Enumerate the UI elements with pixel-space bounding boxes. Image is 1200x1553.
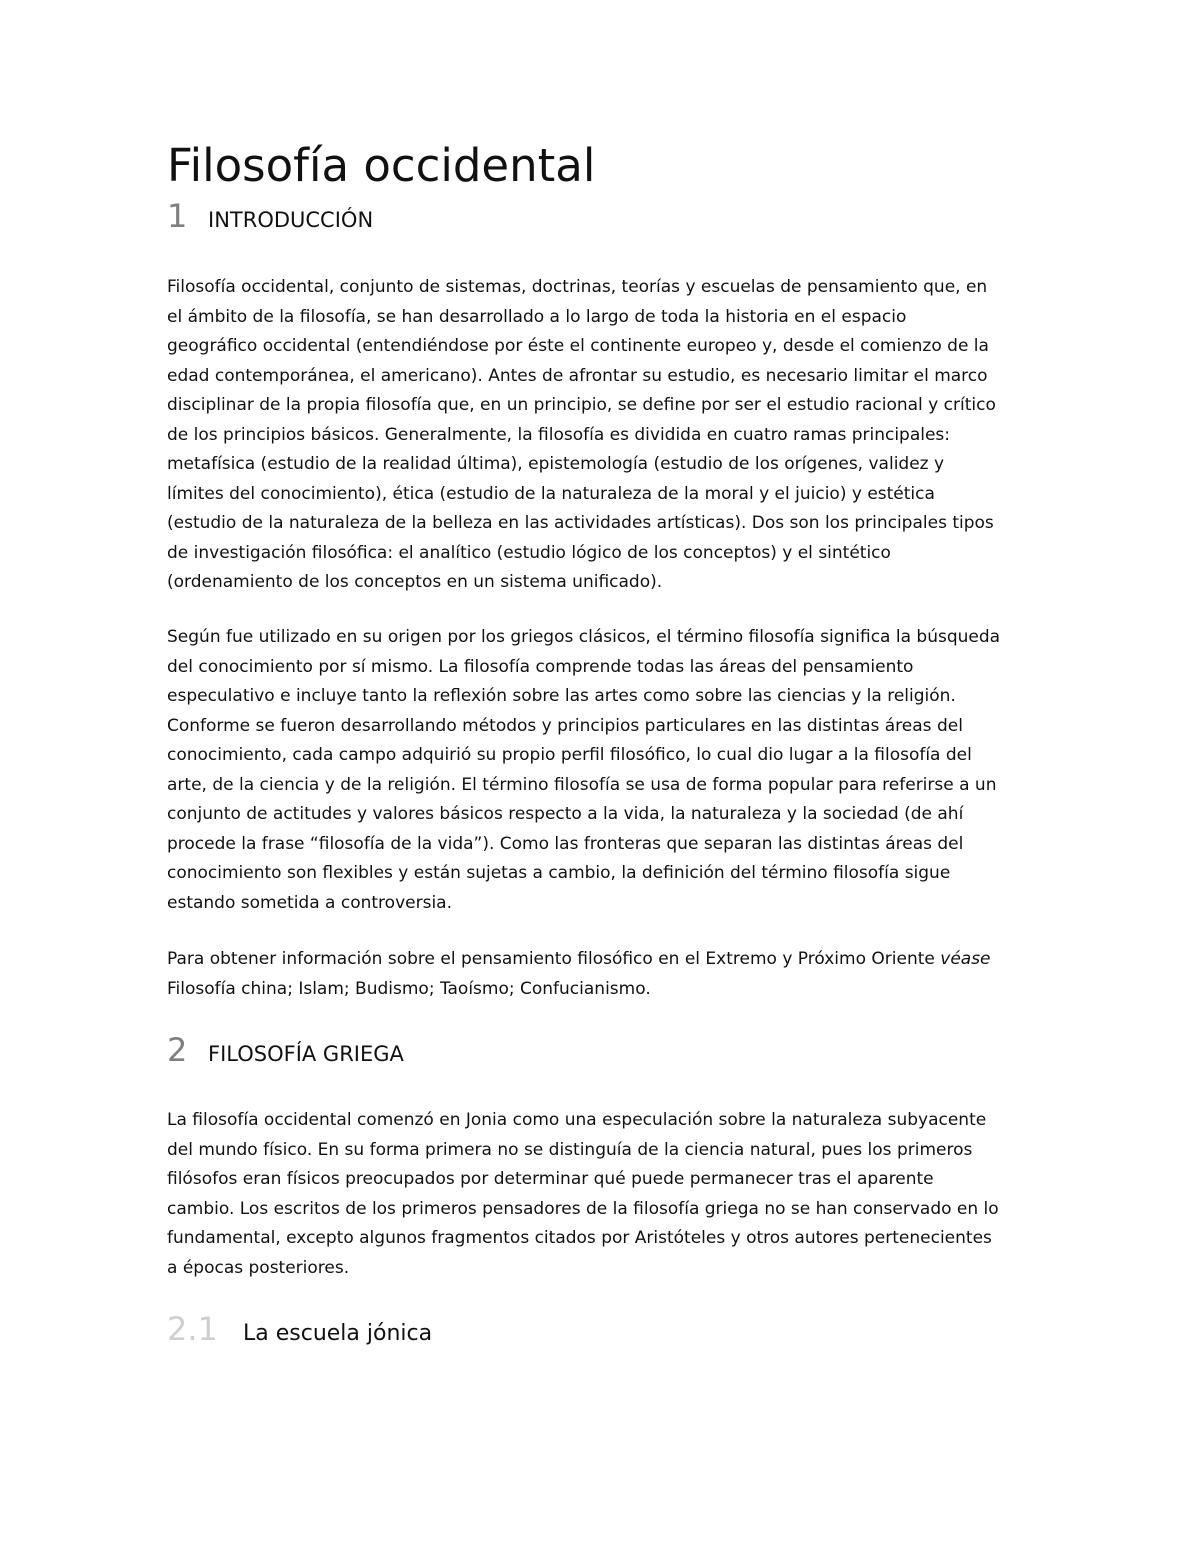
- text-line: del mundo físico. En su forma primera no se distinguía de la ciencia natural, pues los primeros: [167, 1139, 973, 1160]
- text-line: del conocimiento por sí mismo. La filosofía comprende todas las áreas del pensamiento: [167, 656, 914, 677]
- text-line: Filosofía china; Islam; Budismo; Taoísmo; Confucianismo.: [167, 978, 651, 999]
- text-line: estando sometida a controversia.: [167, 892, 452, 913]
- paragraph-griega-1: [167, 1106, 1037, 1283]
- section-number: 2.1: [167, 1310, 218, 1348]
- document-title: Filosofía occidental: [167, 139, 596, 192]
- paragraph-intro-2: [167, 623, 1037, 918]
- text-line: cambio. Los escritos de los primeros pensadores de la filosofía griega no se han conservado en lo: [167, 1198, 999, 1219]
- text-line: a épocas posteriores.: [167, 1257, 350, 1278]
- text-run: Para obtener información sobre el pensamiento filosófico en el Extremo y Próximo Oriente: [167, 949, 941, 969]
- text-line: disciplinar de la propia filosofía que, en un principio, se define por ser el estudio racional y crítico: [167, 395, 996, 415]
- text-line: procede la frase “filosofía de la vida”). Como las fronteras que separan las distintas áreas del: [167, 833, 964, 854]
- text-line: Según fue utilizado en su origen por los griegos clásicos, el término filosofía significa la búsqueda: [167, 627, 1001, 647]
- section-title: FILOSOFÍA GRIEGA: [208, 1042, 404, 1066]
- section-heading-filosofia-griega: [167, 1031, 404, 1069]
- text-line: edad contemporánea, el americano). Antes de afrontar su estudio, es necesario limitar el marco: [167, 365, 988, 386]
- text-line: fundamental, excepto algunos fragmentos citados por Aristóteles y otros autores pertenecientes: [167, 1228, 992, 1248]
- text-line: Conforme se fueron desarrollando métodos y principios particulares en las distintas áreas del: [167, 715, 963, 736]
- text-line: límites del conocimiento), ética (estudio de la naturaleza de la moral y el juicio) y estética: [167, 483, 935, 504]
- text-line: (ordenamiento de los conceptos en un sistema unificado).: [167, 572, 663, 592]
- paragraph-intro-1: [167, 273, 1037, 598]
- text-line: de investigación filosófica: el analítico (estudio lógico de los conceptos) y el sintético: [167, 542, 891, 563]
- text-line: Filosofía occidental, conjunto de sistemas, doctrinas, teorías y escuelas de pensamiento que, en: [167, 277, 988, 297]
- paragraph-intro-3: [167, 945, 1037, 1004]
- text-line: metafísica (estudio de la realidad última), epistemología (estudio de los orígenes, validez y: [167, 454, 945, 474]
- text-line: [167, 945, 1037, 975]
- text-line: conjunto de actitudes y valores básicos respecto a la vida, la naturaleza y la sociedad (de ahí: [167, 804, 964, 824]
- section-number: 1: [167, 197, 188, 235]
- section-number: 2: [167, 1031, 188, 1069]
- text-line: arte, de la ciencia y de la religión. El término filosofía se usa de forma popular para referirse a un: [167, 774, 997, 795]
- text-line: (estudio de la naturaleza de la belleza en las actividades artísticas). Dos son los principales tipos: [167, 513, 994, 533]
- text-line: filósofos eran físicos preocupados por determinar qué puede permanecer tras el aparente: [167, 1169, 934, 1189]
- text-line: conocimiento, cada campo adquirió su propio perfil filosófico, lo cual dio lugar a la filosofía del: [167, 745, 972, 765]
- text-line: geográfico occidental (entendiéndose por éste el continente europeo y, desde el comienzo de la: [167, 336, 989, 356]
- text-line: especulativo e incluye tanto la reflexión sobre las artes como sobre las ciencias y la religión.: [167, 686, 956, 706]
- section-title: INTRODUCCIÓN: [208, 208, 374, 232]
- italic-text: véase: [940, 949, 991, 969]
- text-line: el ámbito de la filosofía, se han desarrollado a lo largo de toda la historia en el espacio: [167, 306, 907, 327]
- text-line: de los principios básicos. Generalmente, la filosofía es dividida en cuatro ramas principales:: [167, 424, 951, 445]
- section-title: La escuela jónica: [243, 1321, 433, 1346]
- section-heading-introduccion: [167, 197, 373, 235]
- section-heading-escuela-jonica: [167, 1310, 432, 1348]
- text-line: conocimiento son flexibles y están sujetas a cambio, la definición del término filosofía sigue: [167, 863, 951, 883]
- text-line: La filosofía occidental comenzó en Jonia como una especulación sobre la naturaleza subyacente: [167, 1110, 987, 1130]
